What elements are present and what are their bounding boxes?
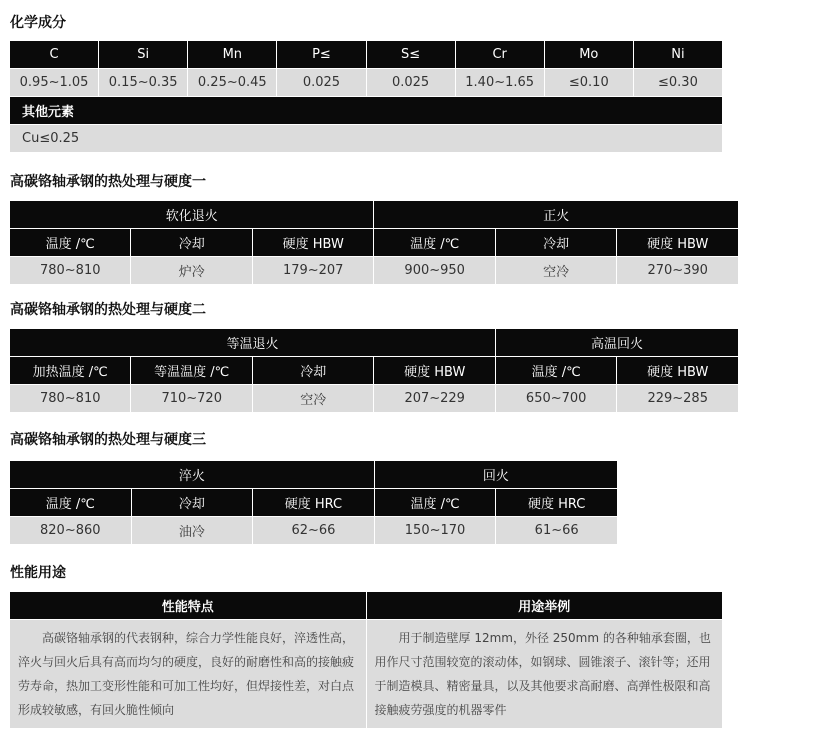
ht3-header-hardness-a: 硬度 HRC	[253, 489, 374, 516]
ht2-value-temp-b: 650~700	[496, 385, 616, 412]
chem-header-c: C	[10, 41, 98, 68]
ht2-value-isothermal-temp: 710~720	[131, 385, 251, 412]
ht3-header-temp-a: 温度 /℃	[10, 489, 131, 516]
ht1-value-cooling-a: 炉冷	[131, 257, 251, 284]
chem-header-ni: Ni	[634, 41, 722, 68]
perf-header-applications: 用途举例	[367, 592, 723, 619]
chem-header-s: S≤	[367, 41, 455, 68]
chem-value-p: 0.025	[277, 69, 365, 96]
ht3-group-quenching: 淬火	[10, 461, 374, 488]
ht1-group-softening-anneal: 软化退火	[10, 201, 373, 228]
ht3-table	[9, 460, 618, 545]
ht3-header-hardness-b: 硬度 HRC	[496, 489, 617, 516]
ht2-value-row	[10, 385, 738, 412]
chem-header-row	[10, 41, 722, 68]
chem-header-mn: Mn	[188, 41, 276, 68]
chem-other-label: 其他元素	[10, 97, 722, 124]
chem-value-si: 0.15~0.35	[99, 69, 187, 96]
ht2-group-high-temper: 高温回火	[496, 329, 738, 356]
chem-table	[9, 40, 723, 153]
perf-applications-cell	[367, 620, 723, 728]
ht1-group-row	[10, 201, 738, 228]
ht1-value-hardness-b: 270~390	[617, 257, 738, 284]
chem-value-cr: 1.40~1.65	[456, 69, 544, 96]
perf-properties-cell	[10, 620, 366, 728]
perf-header-properties: 性能特点	[10, 592, 366, 619]
ht3-value-temp-b: 150~170	[375, 517, 496, 544]
ht2-header-cooling: 冷却	[253, 357, 373, 384]
ht2-table	[9, 328, 739, 413]
ht3-value-cooling: 油冷	[132, 517, 253, 544]
ht2-heading: 高碳铬轴承钢的热处理与硬度二	[10, 302, 206, 318]
chem-header-p: P≤	[277, 41, 365, 68]
ht2-group-row	[10, 329, 738, 356]
ht2-value-hardness-a: 207~229	[374, 385, 495, 412]
ht1-group-normalizing: 正火	[374, 201, 738, 228]
chem-other-header-row	[10, 97, 722, 124]
perf-properties-text: 高碳铬轴承钢的代表钢种，综合力学性能良好，淬透性高，淬火与回火后具有高而均匀的硬度，良好的耐磨性和高的接触疲劳寿命，热加工变形性能和可加工性均好，但焊接性差，对白点形成较敏感，有回火脆性倾向	[18, 631, 355, 717]
chem-value-s: 0.025	[367, 69, 455, 96]
chem-value-mn: 0.25~0.45	[188, 69, 276, 96]
ht1-header-hardness-b: 硬度 HBW	[617, 229, 738, 256]
perf-applications-text: 用于制造壁厚 12mm，外径 250mm 的各种轴承套圈，也用作尺寸范围较宽的滚动体，如钢球、圆锥滚子、滚针等；还用于制造模具、精密量具，以及其他要求高耐磨、高弹性极限和高接触疲劳强度的机器零件	[374, 631, 711, 717]
ht1-value-temp-b: 900~950	[374, 257, 494, 284]
ht3-group-tempering: 回火	[375, 461, 617, 488]
ht3-group-row	[10, 461, 617, 488]
ht2-group-isothermal-anneal: 等温退火	[10, 329, 495, 356]
ht3-value-hardness-a: 62~66	[253, 517, 374, 544]
ht2-value-cooling: 空冷	[253, 385, 373, 412]
chem-other-value-row	[10, 125, 722, 152]
ht3-header-row	[10, 489, 617, 516]
chem-header-si: Si	[99, 41, 187, 68]
perf-header-row	[10, 592, 722, 619]
ht2-header-row	[10, 357, 738, 384]
ht3-value-row	[10, 517, 617, 544]
ht1-header-temp-b: 温度 /℃	[374, 229, 494, 256]
perf-text-row	[10, 620, 722, 728]
chem-heading: 化学成分	[10, 15, 66, 31]
ht2-header-isothermal-temp: 等温温度 /℃	[131, 357, 251, 384]
ht3-header-temp-b: 温度 /℃	[375, 489, 496, 516]
ht3-value-temp-a: 820~860	[10, 517, 131, 544]
ht1-table	[9, 200, 739, 285]
chem-other-value: Cu≤0.25	[10, 125, 722, 152]
ht1-value-hardness-a: 179~207	[253, 257, 373, 284]
chem-header-cr: Cr	[456, 41, 544, 68]
ht2-header-hardness-b: 硬度 HBW	[617, 357, 738, 384]
ht2-header-hardness-a: 硬度 HBW	[374, 357, 495, 384]
chem-value-c: 0.95~1.05	[10, 69, 98, 96]
ht3-header-cooling: 冷却	[132, 489, 253, 516]
ht1-header-cooling-a: 冷却	[131, 229, 251, 256]
chem-value-ni: ≤0.30	[634, 69, 722, 96]
ht2-header-heating-temp: 加热温度 /℃	[10, 357, 130, 384]
ht1-header-temp-a: 温度 /℃	[10, 229, 130, 256]
ht1-header-hardness-a: 硬度 HBW	[253, 229, 373, 256]
ht3-value-hardness-b: 61~66	[496, 517, 617, 544]
ht2-value-heating-temp: 780~810	[10, 385, 130, 412]
chem-header-mo: Mo	[545, 41, 633, 68]
ht1-value-cooling-b: 空冷	[496, 257, 616, 284]
chem-value-row	[10, 69, 722, 96]
ht3-heading: 高碳铬轴承钢的热处理与硬度三	[10, 432, 206, 448]
ht1-heading: 高碳铬轴承钢的热处理与硬度一	[10, 174, 206, 190]
perf-heading: 性能用途	[10, 565, 66, 581]
ht1-value-row	[10, 257, 738, 284]
ht2-header-temp-b: 温度 /℃	[496, 357, 616, 384]
chem-value-mo: ≤0.10	[545, 69, 633, 96]
ht1-header-cooling-b: 冷却	[496, 229, 616, 256]
perf-table	[9, 591, 723, 729]
ht1-header-row	[10, 229, 738, 256]
ht2-value-hardness-b: 229~285	[617, 385, 738, 412]
ht1-value-temp-a: 780~810	[10, 257, 130, 284]
